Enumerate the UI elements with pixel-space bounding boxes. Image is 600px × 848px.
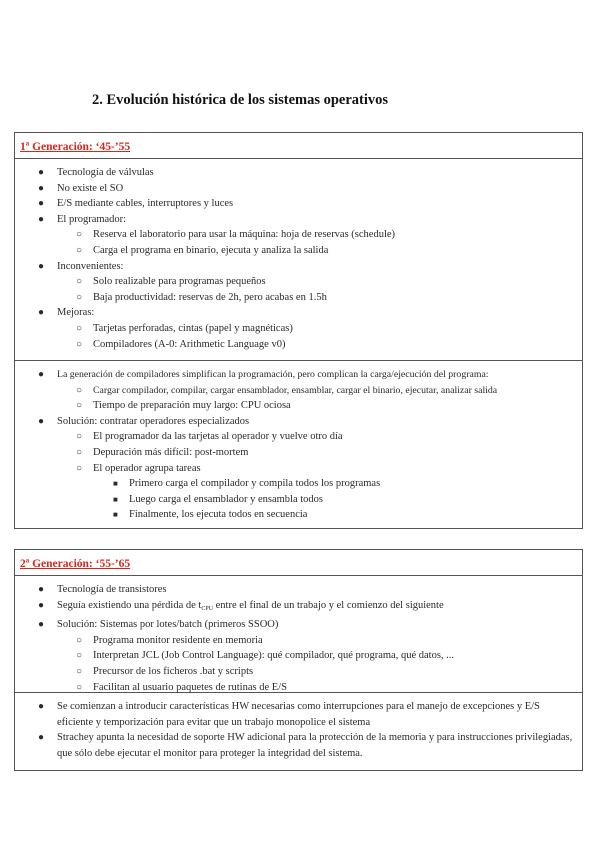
list-item: ● Se comienzan a introducir características HW necesarias como interrupciones para el manejo de excepciones y E/S eficiente y temporización para evitar que un trabajo monopolice el sistema [38,701,540,728]
bullet-icon: ● [38,198,45,210]
generation-2-header [15,550,582,576]
list-subsubitem: ■ Luego carga el ensamblador y ensambla todos [15,492,582,508]
circle-bullet-icon: ○ [76,681,83,693]
circle-bullet-icon: ○ [76,276,83,288]
list-item: ● E/S mediante cables, interruptores y luces [15,196,582,212]
bullet-icon: ● [38,732,45,744]
bullet-icon: ● [38,260,45,272]
generation-1-header [15,133,582,159]
circle-bullet-icon: ○ [76,322,83,334]
bullet-icon: ● [38,701,45,712]
list-item: ● Solución: Sistemas por lotes/batch (primeros SSOO) [15,617,582,633]
list-subitem: ○ El operador agrupa tareas [15,461,582,477]
bullet-icon: ● [38,369,45,380]
circle-bullet-icon: ○ [76,384,83,396]
list-subitem: ○ Programa monitor residente en memoria [15,633,582,649]
circle-bullet-icon: ○ [76,665,83,677]
list-subitem: ○ Interpretan JCL (Job Control Language): qué compilador, qué programa, qué datos, ... [15,648,582,664]
list-subitem: ○ Tiempo de preparación muy largo: CPU ociosa [15,398,582,414]
generation-1-title: 1ª Generación: ‘45-’55 [20,141,131,153]
list-item: ● Tecnología de transistores [15,582,582,598]
generation-2-box [14,549,583,771]
list-item: ● Solución: contratar operadores especializados [15,414,582,430]
bullet-icon: ● [38,182,45,194]
generation-1-characteristics [15,159,582,361]
circle-bullet-icon: ○ [76,338,83,350]
circle-bullet-icon: ○ [76,462,83,474]
circle-bullet-icon: ○ [76,400,83,412]
list-item: ● Inconvenientes: [15,259,582,275]
list-subitem: ○ Baja productividad: reservas de 2h, pero acabas en 1.5h [15,290,582,306]
bullet-icon: ● [38,415,45,427]
list-subitem: ○ Carga el programa en binario, ejecuta y analiza la salida [15,243,582,259]
generation-2-evolution [15,693,582,761]
list-subitem: ○ Precursor de los ficheros .bat y scripts [15,664,582,680]
list-subitem: ○ Cargar compilador, compilar, cargar ensamblador, ensamblar, cargar el binario, ejecutar, analizar salida [15,383,582,399]
list-subitem: ○ Solo realizable para programas pequeños [15,274,582,290]
square-bullet-icon: ■ [113,479,118,489]
bullet-icon: ● [38,167,45,178]
generation-1-evolution [15,361,582,523]
list-subitem: ○ Tarjetas perforadas, cintas (papel y magnéticas) [15,321,582,337]
generation-2-title: 2ª Generación: ‘55-’65 [20,558,131,570]
list-item: ● No existe el SO [15,181,582,197]
square-bullet-icon: ■ [113,510,118,520]
list-subitem: ○ Facilitan al usuario paquetes de rutinas de E/S [15,680,582,696]
list-item: ● Seguía existiendo una pérdida de $t_{CPU}$ entre el final de un trabajo y el comienzo del siguiente [38,599,444,612]
list-subsubitem: ■ Primero carga el compilador y compila todos los programas [15,476,582,492]
circle-bullet-icon: ○ [76,634,83,646]
section-heading: 2. Evolución histórica de los sistemas operativos [92,92,389,108]
list-item: ● El programador: [15,212,582,228]
bullet-icon: ● [38,213,45,225]
circle-bullet-icon: ○ [76,446,83,458]
bullet-icon: ● [38,619,45,631]
generation-2-characteristics [15,576,582,693]
circle-bullet-icon: ○ [76,244,83,256]
cpu-subscript: CPU [201,605,214,612]
list-subitem: ○ Compiladores (A-0: Arithmetic Language v0) [15,337,582,353]
square-bullet-icon: ■ [113,494,118,504]
list-subsubitem: ■ Finalmente, los ejecuta todos en secuencia [15,507,582,523]
list-item: ● La generación de compiladores simplifican la programación, pero complican la carga/ejecución del programa: [15,367,582,383]
bullet-icon: ● [38,584,45,595]
circle-bullet-icon: ○ [76,650,83,662]
list-subitem: ○ Reserva el laboratorio para usar la máquina: hoja de reservas (schedule) [15,227,582,243]
circle-bullet-icon: ○ [76,229,83,241]
circle-bullet-icon: ○ [76,291,83,303]
bullet-icon: ● [38,307,45,319]
circle-bullet-icon: ○ [76,431,83,443]
bullet-icon: ● [38,599,45,611]
generation-1-box [14,132,583,529]
list-item: ● Strachey apunta la necesidad de soporte HW adicional para la protección de la memoria y para instrucciones privilegiadas, que sólo debe ejecutar el monitor para proteger la integridad del sistema. [38,732,573,759]
list-item: ● Mejoras: [15,305,582,321]
list-subitem: ○ El programador da las tarjetas al operador y vuelve otro día [15,429,582,445]
list-subitem: ○ Depuración más difícil: post-mortem [15,445,582,461]
list-item: ● Tecnología de válvulas [15,165,582,181]
